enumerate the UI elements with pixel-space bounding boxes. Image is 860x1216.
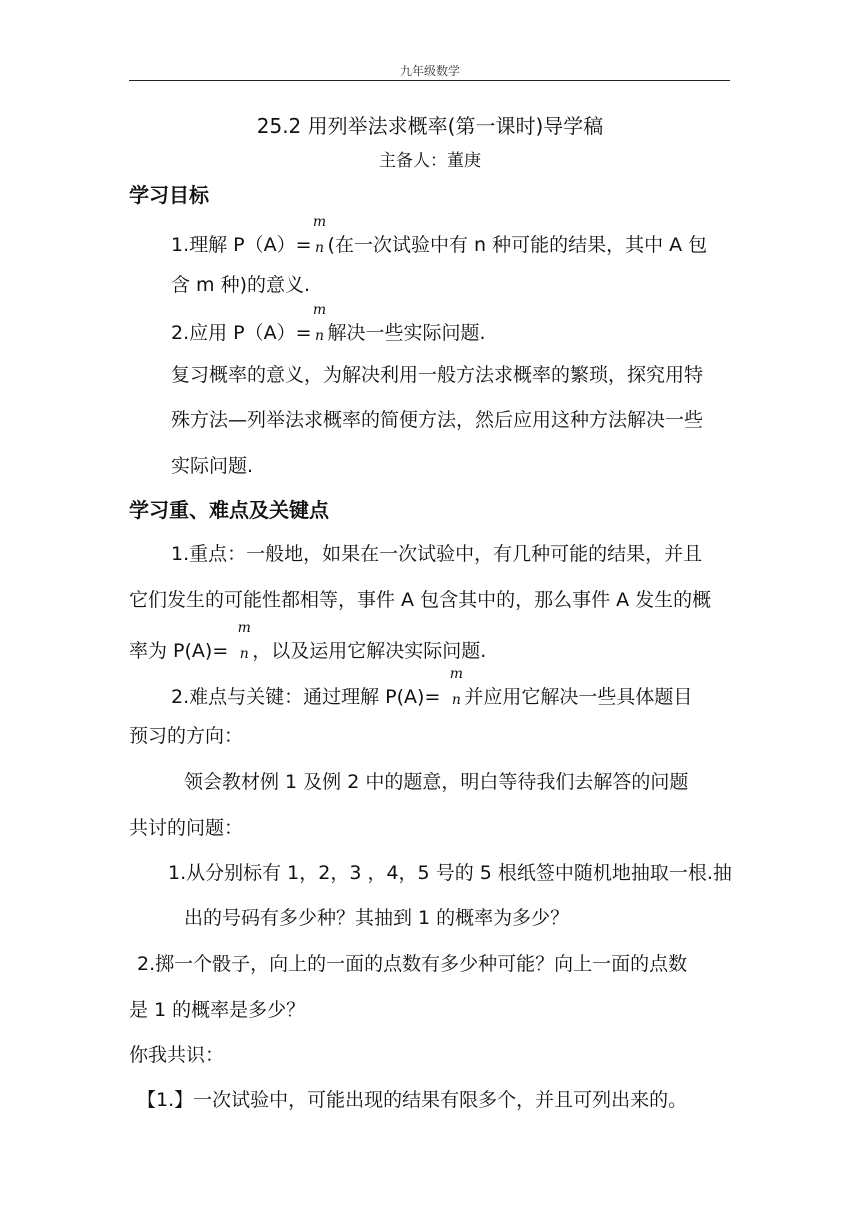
key-1-line-2: 它们发生的可能性都相等，事件 A 包含其中的，那么事件 A 发生的概 (129, 589, 712, 611)
fraction-denominator: n (451, 692, 461, 708)
key-1-line-1: 1.重点：一般地，如果在一次试验中，有几种可能的结果，并且 (171, 543, 703, 565)
key-2-line (171, 666, 693, 709)
question-1-line-2: 出的号码有多少种？其抽到 1 的概率为多少？ (184, 907, 570, 929)
fraction-m-over-n (448, 666, 464, 708)
section-heading-goals: 学习目标 (129, 183, 209, 207)
goal-2-prefix: 2.应用 P（A）= (171, 322, 312, 344)
fraction-denominator: n (315, 328, 325, 344)
fraction-m-over-n (236, 620, 252, 662)
key-1-suffix: ，以及运用它解决实际问题. (252, 640, 487, 662)
review-line-1: 复习概率的意义，为解决利用一般方法求概率的繁琐，探究用特 (171, 364, 704, 386)
preview-direction-text: 领会教材例 1 及例 2 中的题意，明白等待我们去解答的问题 (184, 771, 689, 793)
question-2-line-2: 是 1 的概率是多少？ (129, 999, 306, 1021)
fraction-m-over-n (312, 214, 328, 256)
fraction-m-over-n (312, 302, 328, 344)
goal-1-line-1 (171, 214, 708, 257)
consensus-item-1: 【1.】一次试验中，可能出现的结果有限多个，并且可列出来的。 (137, 1089, 688, 1111)
doc-author: 主备人：董庚 (379, 151, 481, 171)
key-2-suffix: 并应用它解决一些具体题目 (464, 686, 693, 708)
review-line-2: 殊方法—列举法求概率的简便方法，然后应用这种方法解决一些 (171, 409, 704, 431)
key-2-prefix: 2.难点与关键：通过理解 P(A)= (171, 686, 441, 708)
goal-1-prefix: 1.理解 P（A）= (171, 234, 312, 256)
fraction-numerator: m (449, 666, 464, 682)
goal-1-suffix: (在一次试验中有 n 种可能的结果，其中 A 包 (327, 234, 708, 256)
discussion-heading: 共讨的问题： (129, 817, 244, 839)
key-1-line-3 (129, 620, 487, 663)
review-line-3: 实际问题. (171, 455, 254, 477)
header-title: 九年级数学 (399, 64, 460, 78)
question-2-line-1: 2.掷一个骰子，向上的一面的点数有多少种可能？向上一面的点数 (137, 953, 688, 975)
goal-1-line-2: 含 m 种)的意义. (171, 274, 311, 296)
goal-2-line (171, 302, 486, 345)
fraction-numerator: m (237, 620, 251, 636)
question-1-line-1: 1.从分别标有 1，2，3 ，4，5 号的 5 根纸签中随机地抽取一根.抽 (168, 862, 732, 884)
fraction-numerator: m (312, 302, 327, 318)
preview-direction-heading: 预习的方向： (129, 725, 244, 747)
consensus-heading: 你我共识： (129, 1044, 225, 1066)
header-divider (129, 80, 730, 81)
section-heading-key-points: 学习重、难点及关键点 (129, 498, 329, 522)
goal-2-suffix: 解决一些实际问题. (327, 322, 486, 344)
fraction-numerator: m (312, 214, 327, 230)
fraction-denominator: n (239, 646, 249, 662)
doc-title: 25.2 用列举法求概率(第一课时)导学稿 (256, 114, 604, 138)
fraction-denominator: n (315, 240, 325, 256)
key-1-prefix: 率为 P(A)= (129, 640, 229, 662)
